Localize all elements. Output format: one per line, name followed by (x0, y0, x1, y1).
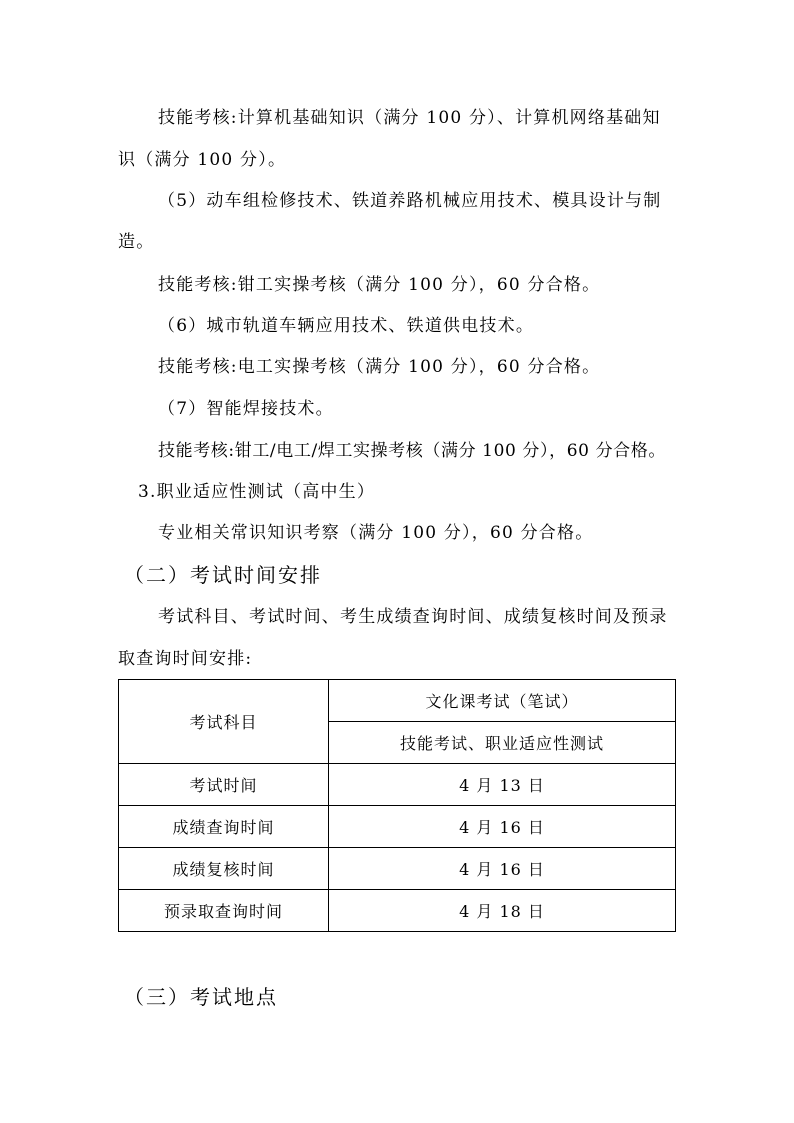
paragraph: 识（满分 100 分）。 (118, 150, 287, 170)
table-cell-value: 4 月 18 日 (329, 890, 676, 932)
table-cell-value: 4 月 16 日 (329, 806, 676, 848)
table-cell-label: 预录取查询时间 (119, 890, 329, 932)
table-cell-value: 4 月 13 日 (329, 764, 676, 806)
paragraph: 技能考核:计算机基础知识（满分 100 分）、计算机网络基础知 (158, 108, 661, 128)
paragraph: （7）智能焊接技术。 (158, 399, 334, 419)
paragraph: 技能考核:钳工/电工/焊工实操考核（满分 100 分），60 分合格。 (158, 441, 666, 461)
table-row (119, 680, 676, 722)
table-row (119, 806, 676, 848)
schedule-table (118, 679, 676, 932)
paragraph: 技能考核:电工实操考核（满分 100 分），60 分合格。 (158, 357, 601, 377)
table-cell-label: 考试科目 (119, 680, 329, 764)
table-cell-value: 文化课考试（笔试） (329, 680, 676, 722)
table-cell-value: 4 月 16 日 (329, 848, 676, 890)
paragraph: 技能考核:钳工实操考核（满分 100 分），60 分合格。 (158, 275, 601, 295)
paragraph: 专业相关常识知识考察（满分 100 分），60 分合格。 (158, 523, 594, 543)
section-heading: （三）考试地点 (124, 985, 278, 1009)
paragraph: 考试科目、考试时间、考生成绩查询时间、成绩复核时间及预录 (158, 607, 668, 627)
table-cell-label: 考试时间 (119, 764, 329, 806)
table-cell-label: 成绩查询时间 (119, 806, 329, 848)
paragraph: 造。 (118, 232, 155, 252)
paragraph: 取查询时间安排: (118, 649, 253, 669)
paragraph: （6）城市轨道车辆应用技术、铁道供电技术。 (158, 316, 535, 336)
table-cell-value: 技能考试、职业适应性测试 (329, 722, 676, 764)
table-cell-label: 成绩复核时间 (119, 848, 329, 890)
table-row (119, 890, 676, 932)
table-row (119, 848, 676, 890)
paragraph: （5）动车组检修技术、铁道养路机械应用技术、模具设计与制 (158, 191, 662, 211)
table-row (119, 764, 676, 806)
paragraph: 3.职业适应性测试（高中生） (138, 482, 376, 502)
section-heading: （二）考试时间安排 (124, 563, 322, 587)
